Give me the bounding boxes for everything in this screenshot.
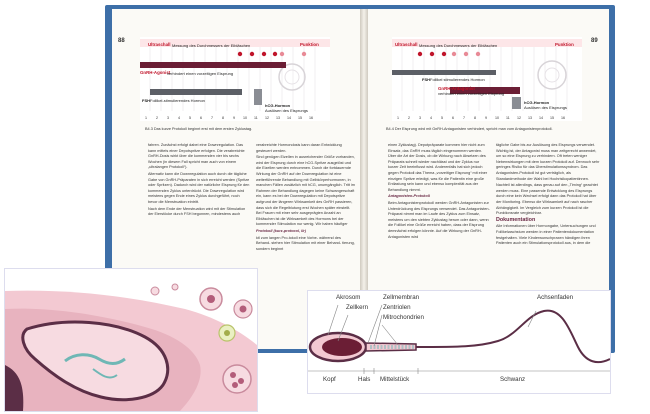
tick-label: 10	[495, 116, 499, 120]
ultrasound-dot	[273, 52, 277, 56]
paragraph: Nachteil ist allerdings, dass genau auf den „Timing“ geachtet werden muss. Eine passende Entwicklung des Eisprungs durch eine kein Wechsel erfolgt dann das Protokoll hat über der Monitoring. Ebenso die Wirksamkeit auf nach rascher Abhängigkeit. Im Vergleich zum kurzen Protokoll ist die Punktionsrate vergleichbar.	[496, 183, 598, 216]
right-fsh-desc: Follikel stimulierendes Hormon	[430, 77, 485, 82]
tick-label: 7	[211, 116, 213, 120]
tick-label: 7	[463, 116, 465, 120]
left-text-column-1	[148, 143, 250, 271]
uterus-illustration	[5, 269, 257, 411]
label-axial-filament: Achsenfaden	[537, 294, 574, 301]
agonist-label: GnRH-Agonist	[140, 70, 171, 75]
right-ultrasound-label: Ultraschall	[395, 42, 418, 47]
paragraph: verabreichte Hormondosis kann daran Entwicklung gesteuert werden.	[256, 143, 342, 153]
tick-label: 9	[485, 116, 487, 120]
label-acrosome: Akrosom	[336, 294, 361, 301]
tick-label: 8	[222, 116, 224, 120]
tick-label: 14	[539, 116, 543, 120]
right-puncture-label: Punktion	[555, 42, 574, 47]
ultrasound-dot	[418, 52, 422, 56]
tick-label: 6	[452, 116, 454, 120]
left-ultrasound-desc: Messung des Durchmessers der Eibläschen	[172, 42, 251, 48]
right-figure-caption: B4.4 Der Eisprung wird mit GnRH-Antagonisten verhindert, spricht man vom Antagonistenprotokoll.	[386, 127, 553, 131]
paragraph: Alle Informationen über Hormongabe, Untersuchungen und Follikelwachstum werden in einer Patientendokumentation festgehalten. Viele Kinderwunschpraxen händigen ihren Patienten auch ein Stimulationsprotokoll aus, in dem die	[496, 224, 596, 246]
right-page-number: 89	[591, 38, 598, 44]
ultrasound-dot	[442, 52, 446, 56]
right-fsh-label: FSH	[422, 77, 430, 82]
label-nucleus: Zellkern	[346, 304, 369, 311]
right-hcg-bar	[512, 97, 521, 109]
antagonist-desc: verhindert einen vorzeitigen Eisprung	[438, 91, 505, 96]
agonist-desc: verhindert einen vorzeitigen Eisprung	[167, 70, 234, 76]
tick-label: 13	[276, 116, 280, 120]
tick-label: 15	[550, 116, 554, 120]
subheading: Protokoll (kurz-protocol, llr)	[256, 228, 306, 233]
hcg-bar	[254, 89, 262, 105]
label-centrioles: Zentriolen	[383, 304, 411, 311]
left-page-number: 88	[118, 38, 125, 44]
tick-label: 6	[200, 116, 202, 120]
tick-label: 15	[298, 116, 302, 120]
label-cell-membrane: Zellmembran	[383, 294, 420, 301]
tick-label: 16	[309, 116, 313, 120]
paragraph: fahren. Zunächst erfolgt dabei eine Downregulation. Das kann mittels einer Depotspritze erfolgen. Die verabreichte GnRH-Dosis wirkt über die kommenden vier bis sechs Wochen (in diesem Fall spricht man auch von einem „ultralangen Protokoll“).	[148, 143, 245, 170]
ultrasound-dot	[250, 52, 254, 56]
paragraph: ktl zum langen Pro-tokoll eine Vorbe- während des Behand- stehen hier Stimulation mit einer Behand- tierung, sondern beginnt	[256, 235, 355, 251]
label-mitochondria: Mitrochondrien	[383, 314, 424, 321]
tick-label: 3	[167, 116, 169, 120]
fsh-bar	[150, 89, 242, 95]
paragraph: Alternativ kann die Downregulation auch durch die tägliche Gabe von GnRH-Präparaten in sich erreicht werden (Spritze oder Spritzen). Dadurch wird der natürliche Eisprung für den kommenden Zyklus unterdrückt. Die Downregulation wird meistens gegen Ende eines Zyklus durchgeführt, noch bevor die Menstruation eintritt.	[148, 171, 250, 204]
agonist-bar	[140, 62, 286, 68]
left-text-column-2	[256, 143, 356, 287]
label-head: Kopf	[323, 376, 336, 383]
tick-label: 13	[528, 116, 532, 120]
paragraph: Beim Antagonistenprotokoll werden GnRH-Antagonisten zur Unterdrückung des Eisprungs verwendet. Das Antagonisten-Präparat nimmt man im Laufe des Zyklus zum Einsatz, meistens um den siebten Zyklustag herum oder dann, wenn die Follikel eine Größe erreicht haben, dass der Eisprung demnächst erfolgen könnte. Auf die Wirkung der GnRH-Antagonisten wird	[388, 200, 490, 239]
tick-label: 12	[265, 116, 269, 120]
tick-label: 9	[233, 116, 235, 120]
tick-label: 1	[145, 116, 147, 120]
ultrasound-dot	[430, 52, 434, 56]
paragraph: tägliche Gabe bis zur Auslösung des Eisprungs verwendet. Wichtig ist, der Antagonist muss man zeitgerecht anwendet, um so eine Eisprung zu verhindern. Oft treten weniger Nebenwirkungen mit dem kurzen Protokoll auf. Dennoch sehr geringes Risiko für das Überstimulationssyndrom. Das Antagonisten-Protokoll ist gut verträglich, als Standardmethode der Wahl bei Hochrisikopatientinnen.	[496, 143, 600, 181]
ultrasound-dot	[302, 52, 306, 56]
tick-label: 14	[287, 116, 291, 120]
tick-label: 10	[243, 116, 247, 120]
ultrasound-dot	[464, 52, 468, 56]
uterus-illustration-card	[4, 268, 258, 412]
tick-label: 8	[474, 116, 476, 120]
heading-antagonist-protocol: Antagonisten-Protokoll	[388, 194, 430, 199]
ultrasound-dot	[476, 52, 480, 56]
ultrasound-dot	[262, 52, 266, 56]
left-fsh-desc: Follikel-stimulierendes Hormon	[150, 98, 205, 103]
label-neck: Hals	[358, 376, 371, 383]
right-hcg-label: hCG-Hormon	[524, 100, 550, 105]
left-fsh-label: FSH	[142, 98, 150, 103]
label-tail: Schwanz	[500, 376, 526, 383]
paragraph: Nach dem Ende der Menstruation wird mit der Stimulation der Eierstöcke durch FSH begonnen, mindestens auch	[148, 206, 246, 217]
tick-label: 2	[408, 116, 410, 120]
tick-label: 2	[156, 116, 158, 120]
tick-label: 5	[441, 116, 443, 120]
right-ultrasound-desc: Messung des Durchmessers der Eibläschen	[419, 42, 498, 48]
ultrasound-dot	[280, 52, 284, 56]
antagonist-label: GnRH-Antagonist	[438, 86, 475, 91]
tick-label: 11	[506, 116, 510, 120]
right-hcg-desc: Auslösen des Eisprungs	[524, 105, 567, 110]
left-hcg-label: hCG-Hormon	[265, 103, 291, 108]
tick-label: 4	[178, 116, 180, 120]
right-fsh-bar	[392, 70, 496, 75]
paragraph: Sind genügen Eizellen in ausreichender Größe vorhanden, wird der Eisprung durch eine hCG-Spritze ausgelöst und die Eizellen werden entnommen. Durch die fortdauernde Wirkung der GnRH auf der Downregulation ist eine weiterführende Behandlung mit Gelbkörperhormonen, in manchen Fällen zusätzlich mit hCG, unumgänglich. Tritt im Rahmen der Behandlung dagegen keine Schwangerschaft ein, kann es bei der Downregulation mit Depotspritze aufgrund der längeren Wirksamkeit des GnRH passieren, dass sich die Regelblutung erst Wochen später einstellt. Bei Frauen mit einer sehr ausgeprägten Anzahl an Eibläschen ist die Wirksamkeit des Hormons bei der kommender Stimulation nur wenig. Wir haben häufiger	[256, 155, 355, 227]
left-hcg-desc: Auslösen des Eisprungs	[265, 108, 308, 113]
tick-label: 12	[517, 116, 521, 120]
tick-label: 5	[189, 116, 191, 120]
paragraph: einen Zyklustag). Depotpräparate kommen hier nicht zum Einsatz, das GnRH muss täglich eingenommen werden. Über die Art der Dosis, ob die Wirkung nach Absetzen des Präparats schnell wieder nachlässt und der Zyklus nur kurzer Zeit beeinflusst wird. Anderenfalls hat sich jedoch gegen Protokoll das Thema „vorzeitiger Eisprung“ mit einer einzigen Spritze erledigt, was für die Patientin eine große Entlastung sein kann und ebenso komplexität aus der Behandlung nimmt.	[388, 143, 488, 192]
ultrasound-dot	[238, 52, 242, 56]
tick-label: 3	[419, 116, 421, 120]
tick-label: 4	[430, 116, 432, 120]
ultrasound-dot	[452, 52, 456, 56]
left-figure-caption: B4.3 Das kurze Protokoll beginnt erst mit dem ersten Zyklustag.	[145, 127, 253, 131]
heading-documentation: Dokumentation	[496, 216, 536, 223]
tick-label: 16	[561, 116, 565, 120]
left-ultrasound-label: Ultraschall	[148, 42, 171, 47]
tick-label: 1	[397, 116, 399, 120]
left-puncture-label: Punktion	[300, 42, 319, 47]
tick-label: 11	[254, 116, 258, 120]
label-midpiece: Mittelstück	[380, 376, 410, 383]
